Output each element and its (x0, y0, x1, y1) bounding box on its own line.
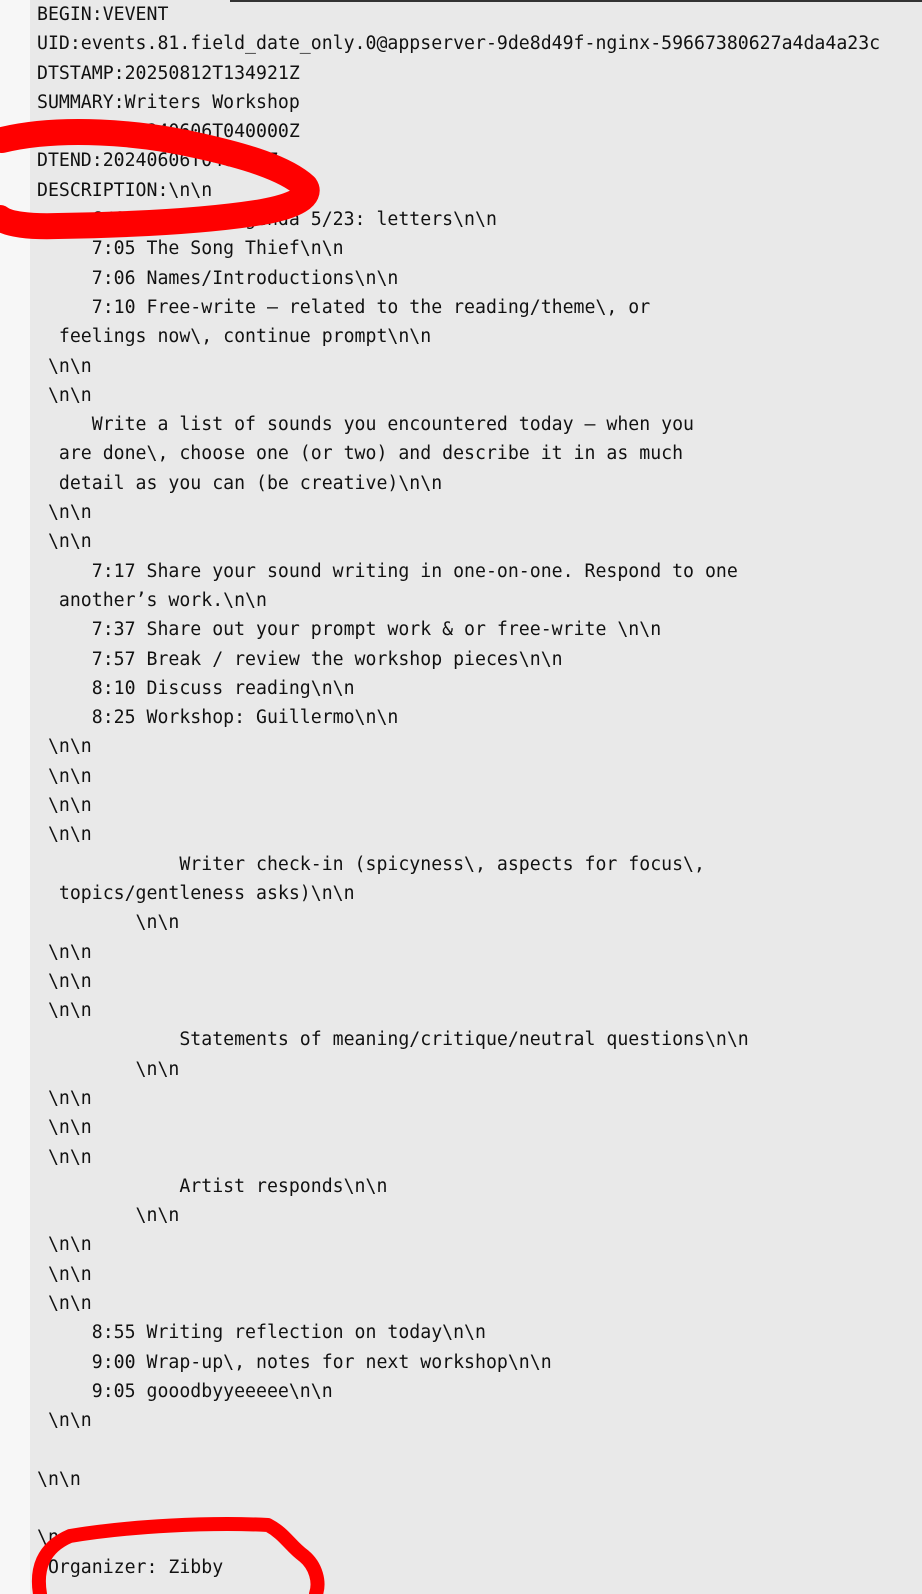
code-line: \n\n (37, 736, 92, 758)
code-line: \n\n (37, 1087, 92, 1109)
code-line: \n\n (37, 941, 92, 963)
code-line: \n\n (37, 355, 92, 377)
code-line: are done\, choose one (or two) and describe it in as much (37, 443, 684, 465)
code-line: Artist responds\n\n (37, 1175, 388, 1197)
code-line: \n\n (37, 1117, 92, 1139)
code-line (37, 1494, 880, 1523)
code-line: topics/gentleness asks)\n\n (37, 882, 355, 904)
code-line: 8:55 Writing reflection on today\n\n (37, 1322, 486, 1344)
code-line: 6/6 Workshop Agenda 5/23: letters\n\n (37, 209, 497, 231)
code-line: 7:17 Share your sound writing in one-on-one. Respond to one (37, 560, 738, 582)
code-line: \n\n (37, 1468, 81, 1490)
code-line: 7:10 Free-write – related to the reading/theme\, or (37, 296, 651, 318)
code-line: Statements of meaning/critique/neutral questions\n\n (37, 1029, 749, 1051)
code-line: \n\n (37, 795, 92, 817)
code-line: DTEND:20240606T040001Z (37, 150, 278, 172)
code-line: DESCRIPTION:\n\n (37, 179, 213, 201)
code-line: 9:00 Wrap-up\, notes for next workshop\n\n (37, 1351, 552, 1373)
code-line: \n (37, 1527, 59, 1549)
code-line: 7:05 The Song Thief\n\n (37, 238, 344, 260)
ics-source-text (37, 0, 880, 1582)
code-line: 8:10 Discuss reading\n\n (37, 677, 355, 699)
code-line: Write a list of sounds you encountered today – when you (37, 414, 694, 436)
left-gutter (0, 0, 30, 1594)
code-line: SUMMARY:Writers Workshop (37, 91, 300, 113)
code-line: \n\n (37, 1293, 92, 1315)
code-line: feelings now\, continue prompt\n\n (37, 326, 432, 348)
code-line: \n\n (37, 765, 92, 787)
code-line: \n\n (37, 1058, 180, 1080)
code-line: \n\n (37, 502, 92, 524)
code-line: \n\n (37, 824, 92, 846)
code-line: \n\n (37, 912, 180, 934)
code-line: \n\n (37, 1000, 92, 1022)
code-line: 9:05 gooodbyyeeeee\n\n (37, 1380, 333, 1402)
code-line: \n\n (37, 1146, 92, 1168)
code-line: DTSTART:20240606T040000Z (37, 121, 300, 143)
code-line: \n\n (37, 384, 92, 406)
code-line: \n\n (37, 531, 92, 553)
code-line: \n\n (37, 970, 92, 992)
code-line: DTSTAMP:20250812T134921Z (37, 62, 300, 84)
code-line: \n\n (37, 1205, 180, 1227)
code-line: \n\n (37, 1234, 92, 1256)
code-line: BEGIN:VEVENT (37, 4, 169, 25)
code-line: \n\n (37, 1410, 92, 1432)
code-line: Organizer: Zibby (37, 1556, 224, 1578)
code-line (37, 1436, 880, 1465)
code-line: \n\n (37, 1263, 92, 1285)
code-line: UID:events.81.field_date_only.0@appserver-9de8d49f-nginx-59667380627a4da4a23c (37, 33, 881, 55)
code-line: 7:37 Share out your prompt work & or free-write \n\n (37, 619, 662, 641)
code-line: another’s work.\n\n (37, 589, 267, 611)
code-line: Writer check-in (spicyness\, aspects for focus\, (37, 853, 705, 875)
code-line: 7:57 Break / review the workshop pieces\n\n (37, 648, 563, 670)
code-line: 7:06 Names/Introductions\n\n (37, 267, 399, 289)
code-line: detail as you can (be creative)\n\n (37, 472, 443, 494)
code-line: 8:25 Workshop: Guillermo\n\n (37, 707, 399, 729)
